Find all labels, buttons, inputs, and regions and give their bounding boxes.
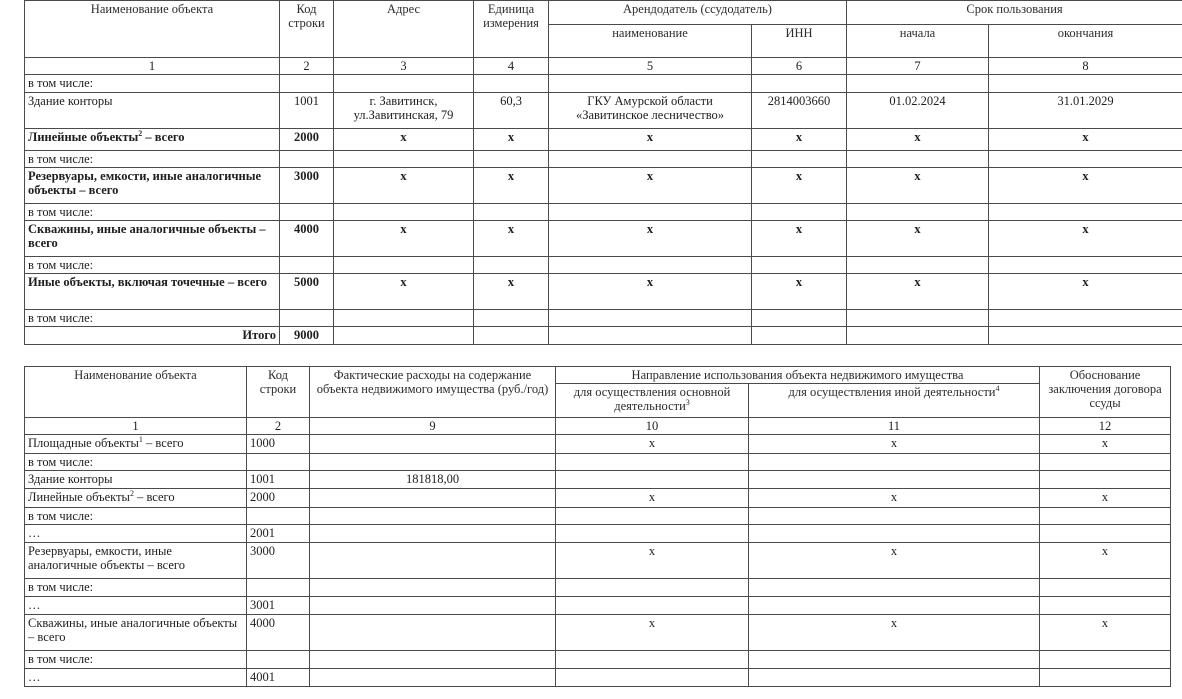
- row-code: 2000: [280, 129, 334, 151]
- row-code: 3001: [247, 597, 310, 615]
- table-row: [25, 221, 1182, 257]
- x-mark: х: [474, 168, 549, 204]
- header-lessor-name: наименование: [549, 25, 752, 58]
- x-mark: х: [334, 221, 474, 257]
- inn-value: 2814003660: [752, 93, 847, 129]
- total-row: [25, 327, 1182, 345]
- table-row: [25, 435, 1171, 454]
- header-row-code: Код строки: [280, 1, 334, 58]
- row-code: 4000: [280, 221, 334, 257]
- row-code: 1001: [280, 93, 334, 129]
- col-number: 1: [25, 418, 247, 435]
- header-other-activity: для осуществления иной деятельности$^4$: [749, 384, 1040, 418]
- col-number: 2: [280, 58, 334, 75]
- table-row: [25, 204, 1182, 221]
- table-row: [25, 579, 1171, 597]
- row-code: 1001: [247, 471, 310, 489]
- x-mark: х: [1040, 489, 1171, 508]
- col-number: 4: [474, 58, 549, 75]
- row-code: 5000: [280, 274, 334, 310]
- x-mark: х: [752, 274, 847, 310]
- table-row: [25, 454, 1171, 471]
- table-row: [25, 669, 1171, 687]
- row-label: Здание конторы: [25, 93, 280, 129]
- total-code: 9000: [280, 327, 334, 345]
- row-label: …: [25, 525, 247, 543]
- header-direction-group: Направление использования объекта недвижимого имущества: [556, 367, 1040, 384]
- x-mark: х: [1040, 435, 1171, 454]
- col-number: 5: [549, 58, 752, 75]
- header-term-group: Срок пользования: [847, 1, 1182, 25]
- row-label: Площадные объекты$^1$ – всего: [25, 435, 247, 454]
- table-row: [25, 597, 1171, 615]
- row-label: Резервуары, емкости, иные аналогичные объекты – всего: [25, 168, 280, 204]
- header-lessor-group: Арендодатель (ссудодатель): [549, 1, 847, 25]
- row-label: Скважины, иные аналогичные объекты – всего: [25, 221, 280, 257]
- x-mark: х: [847, 129, 989, 151]
- x-mark: х: [749, 543, 1040, 579]
- row-label: Скважины, иные аналогичные объекты – всего: [25, 615, 247, 651]
- x-mark: х: [556, 489, 749, 508]
- table-row: [25, 274, 1182, 310]
- lessor-name-value: ГКУ Амурской области «Завитинское лесничество»: [549, 93, 752, 129]
- row-code: 2000: [247, 489, 310, 508]
- expense-value: 181818,00: [310, 471, 556, 489]
- row-label: Иные объекты, включая точечные – всего: [25, 274, 280, 310]
- total-label: Итого: [25, 327, 280, 345]
- x-mark: х: [989, 274, 1182, 310]
- col-number: 10: [556, 418, 749, 435]
- header-main-activity: для осуществления основной деятельности$^3$: [556, 384, 749, 418]
- table-row: [25, 615, 1171, 651]
- term-start-value: 01.02.2024: [847, 93, 989, 129]
- row-label: Линейные объекты$^2$ – всего: [25, 129, 280, 151]
- x-mark: х: [474, 221, 549, 257]
- row-label: в том числе:: [25, 579, 247, 597]
- row-label: в том числе:: [25, 651, 247, 669]
- address-value: г. Завитинск, ул.Завитинская, 79: [334, 93, 474, 129]
- header-term-end: окончания: [989, 25, 1182, 58]
- x-mark: х: [334, 168, 474, 204]
- table-row: [25, 75, 1182, 93]
- header-unit: Единица измерения: [474, 1, 549, 58]
- header-object-name: Наименование объекта: [25, 367, 247, 418]
- row-label: в том числе:: [25, 151, 280, 168]
- x-mark: х: [549, 168, 752, 204]
- col-number: 6: [752, 58, 847, 75]
- row-label: в том числе:: [25, 75, 280, 93]
- table-row: [25, 310, 1182, 327]
- header-justification: Обоснование заключения договора ссуды: [1040, 367, 1171, 418]
- x-mark: х: [752, 168, 847, 204]
- x-mark: х: [474, 274, 549, 310]
- row-label: Здание конторы: [25, 471, 247, 489]
- row-label: в том числе:: [25, 204, 280, 221]
- table-row: [25, 257, 1182, 274]
- header-address: Адрес: [334, 1, 474, 58]
- x-mark: х: [1040, 543, 1171, 579]
- x-mark: х: [847, 168, 989, 204]
- row-label: в том числе:: [25, 508, 247, 525]
- header-row-code: Код строки: [247, 367, 310, 418]
- column-number-row: [25, 58, 1182, 75]
- column-number-row: [25, 418, 1171, 435]
- x-mark: х: [549, 274, 752, 310]
- header-object-name: Наименование объекта: [25, 1, 280, 58]
- term-end-value: 31.01.2029: [989, 93, 1182, 129]
- row-code: 3000: [247, 543, 310, 579]
- table-row: [25, 129, 1182, 151]
- objects-expenses-table: [24, 366, 1171, 687]
- table-row: [25, 525, 1171, 543]
- row-label: в том числе:: [25, 257, 280, 274]
- x-mark: х: [989, 168, 1182, 204]
- x-mark: х: [752, 129, 847, 151]
- row-label: …: [25, 597, 247, 615]
- x-mark: х: [334, 129, 474, 151]
- col-number: 1: [25, 58, 280, 75]
- col-number: 8: [989, 58, 1182, 75]
- col-number: 7: [847, 58, 989, 75]
- table-row: [25, 543, 1171, 579]
- row-label: Резервуары, емкости, иные аналогичные объекты – всего: [25, 543, 247, 579]
- row-label: Линейные объекты$^2$ – всего: [25, 489, 247, 508]
- x-mark: х: [749, 435, 1040, 454]
- x-mark: х: [847, 221, 989, 257]
- unit-value: 60,3: [474, 93, 549, 129]
- col-number: 12: [1040, 418, 1171, 435]
- header-inn: ИНН: [752, 25, 847, 58]
- header-expenses: Фактические расходы на содержание объекта недвижимого имущества (руб./год): [310, 367, 556, 418]
- col-number: 2: [247, 418, 310, 435]
- x-mark: х: [989, 129, 1182, 151]
- table-row: [25, 508, 1171, 525]
- x-mark: х: [549, 221, 752, 257]
- objects-lessor-table: [24, 0, 1182, 345]
- x-mark: х: [1040, 615, 1171, 651]
- table-row: [25, 471, 1171, 489]
- x-mark: х: [549, 129, 752, 151]
- row-label: …: [25, 669, 247, 687]
- row-code: 3000: [280, 168, 334, 204]
- x-mark: х: [334, 274, 474, 310]
- row-code: 2001: [247, 525, 310, 543]
- x-mark: х: [556, 543, 749, 579]
- x-mark: х: [752, 221, 847, 257]
- row-label: в том числе:: [25, 310, 280, 327]
- row-code: 1000: [247, 435, 310, 454]
- table-row: [25, 93, 1182, 129]
- col-number: 3: [334, 58, 474, 75]
- x-mark: х: [847, 274, 989, 310]
- table-row: [25, 651, 1171, 669]
- x-mark: х: [556, 435, 749, 454]
- row-label: в том числе:: [25, 454, 247, 471]
- header-term-start: начала: [847, 25, 989, 58]
- col-number: 9: [310, 418, 556, 435]
- row-code: 4000: [247, 615, 310, 651]
- col-number: 11: [749, 418, 1040, 435]
- x-mark: х: [474, 129, 549, 151]
- row-code: 4001: [247, 669, 310, 687]
- x-mark: х: [989, 221, 1182, 257]
- table-row: [25, 489, 1171, 508]
- table-row: [25, 151, 1182, 168]
- table-row: [25, 168, 1182, 204]
- x-mark: х: [749, 615, 1040, 651]
- x-mark: х: [749, 489, 1040, 508]
- x-mark: х: [556, 615, 749, 651]
